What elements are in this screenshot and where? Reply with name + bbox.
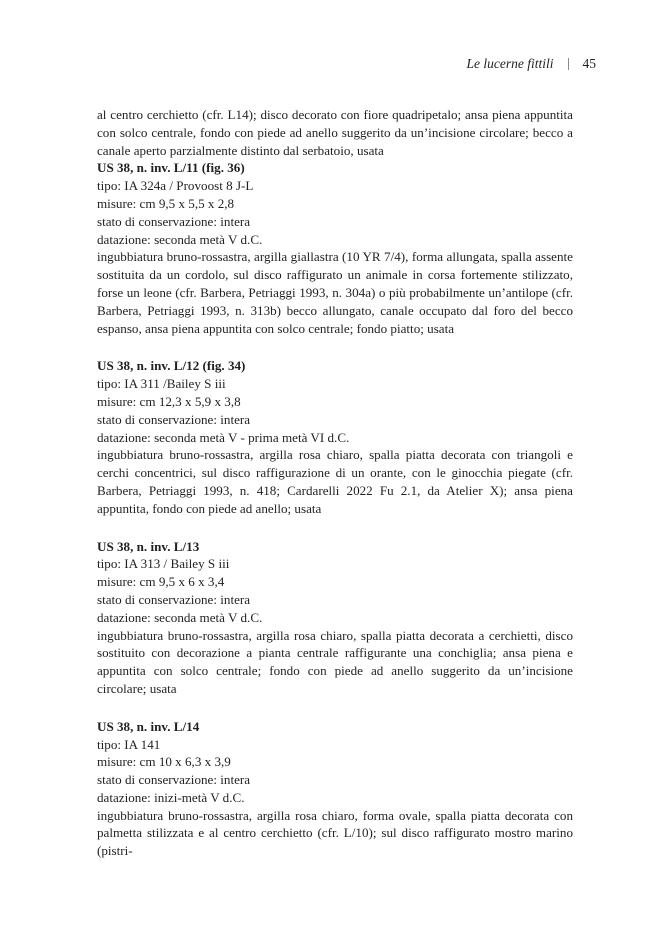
catalog-entry <box>97 357 573 517</box>
entry-tipo: tipo: IA 311 /Bailey S iii <box>97 376 226 392</box>
entry-description: ingubbiatura bruno-rossastra, argilla rosa chiaro, spalla piatta decorata con triangoli e cerchi concentrici, sul disco raffigurazione di un orante, con le ginocchia piegate (cfr. Barbera, Petriaggi 1993, n. 418; Cardarelli 2022 Fu 2.1, da Atelier X); ansa piena appuntita, fondo con piede ad anello; usata <box>97 447 573 516</box>
catalog-entry <box>97 538 573 698</box>
entry-stato: stato di conservazione: intera <box>97 772 251 788</box>
entry-description: ingubbiatura bruno-rossastra, argilla giallastra (10 YR 7/4), forma allungata, spalla assente sostituita da un cordolo, sul disco raffigurato un animale in corsa fortemente stilizzato, forse un leone (cfr. Barbera, Petriaggi 1993, n. 304a) o più probabilmente un’antilope (cfr. Barbera, Petriaggi 1993, n. 313b) becco allungato, canale occupato dal foro del becco espanso, ansa piena appuntita con solco centrale; fondo piatto; usata <box>97 249 573 336</box>
entry-title: US 38, n. inv. L/11 (fig. 36) <box>97 160 245 176</box>
entry-misure: misure: cm 10 x 6,3 x 3,9 <box>97 754 231 770</box>
running-title: Le lucerne fittili <box>466 56 554 71</box>
entry-stato: stato di conservazione: intera <box>97 213 251 229</box>
intro-paragraph: al centro cerchietto (cfr. L14); disco decorato con fiore quadripetalo; ansa piena appuntita con solco centrale, fondo con piede ad anello suggerito da un’incisione circolare; becco a canale aperto parzialmente distinto dal serbatoio, usata <box>97 107 573 158</box>
entry-misure: misure: cm 9,5 x 5,5 x 2,8 <box>97 195 235 211</box>
page-number: 45 <box>582 56 596 71</box>
entry-misure: misure: cm 9,5 x 6 x 3,4 <box>97 574 225 590</box>
entry-stato: stato di conservazione: intera <box>97 411 251 427</box>
entry-tipo: tipo: IA 313 / Bailey S iii <box>97 556 230 572</box>
entry-title: US 38, n. inv. L/12 (fig. 34) <box>97 358 246 374</box>
entry-title: US 38, n. inv. L/14 <box>97 718 200 734</box>
entry-stato: stato di conservazione: intera <box>97 591 251 607</box>
entry-title: US 38, n. inv. L/13 <box>97 538 200 554</box>
page-body <box>97 106 573 880</box>
entry-description: ingubbiatura bruno-rossastra, argilla rosa chiaro, spalla piatta decorata a cerchietti, disco sostituito con decorazione a pianta centrale raffigurante una conchiglia; ansa piena e appuntita con solco centrale; fondo con piede ad anello suggerito da un’incisione circolare; usata <box>97 627 573 696</box>
catalog-entry <box>97 718 573 860</box>
entry-datazione: datazione: inizi-metà V d.C. <box>97 789 245 805</box>
header-divider <box>568 58 569 70</box>
entry-tipo: tipo: IA 324a / Provoost 8 J-L <box>97 178 254 194</box>
entry-tipo: tipo: IA 141 <box>97 736 161 752</box>
entry-datazione: datazione: seconda metà V d.C. <box>97 231 263 247</box>
running-header <box>467 56 597 72</box>
entry-datazione: datazione: seconda metà V d.C. <box>97 609 263 625</box>
entry-datazione: datazione: seconda metà V - prima metà VI d.C. <box>97 429 350 445</box>
entry-description: ingubbiatura bruno-rossastra, argilla rosa chiaro, forma ovale, spalla piatta decorata con palmetta stilizzata e al centro cerchietto (cfr. L/10); sul disco raffigurato mostro marino (pistri- <box>97 807 573 859</box>
entry-misure: misure: cm 12,3 x 5,9 x 3,8 <box>97 393 241 409</box>
catalog-entry <box>97 159 573 337</box>
